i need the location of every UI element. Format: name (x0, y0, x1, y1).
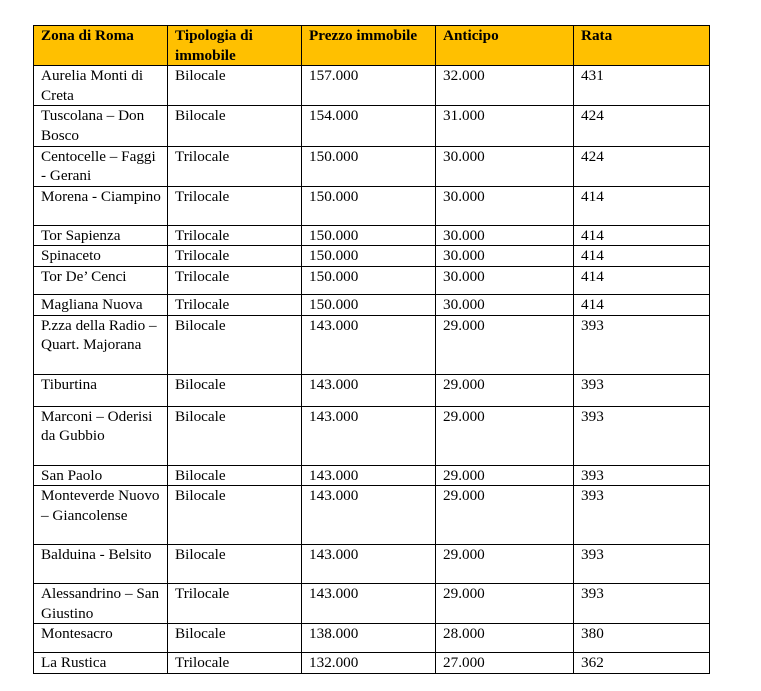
cell-rata: 424 (574, 106, 710, 146)
table-row (34, 465, 710, 486)
cell-anticipo: 29.000 (436, 465, 574, 486)
cell-zona: Aurelia Monti di Creta (34, 66, 168, 106)
cell-rata: 431 (574, 66, 710, 106)
table-row (34, 624, 710, 653)
cell-prezzo: 143.000 (302, 584, 436, 624)
header-row (34, 26, 710, 66)
table-row (34, 653, 710, 674)
cell-zona: La Rustica (34, 653, 168, 674)
cell-anticipo: 29.000 (436, 584, 574, 624)
header-tipologia: Tipologia di immobile (168, 26, 302, 66)
cell-tipologia: Trilocale (168, 653, 302, 674)
cell-anticipo: 30.000 (436, 294, 574, 315)
price-table (33, 25, 710, 674)
cell-tipologia: Bilocale (168, 315, 302, 374)
header-zona: Zona di Roma (34, 26, 168, 66)
cell-anticipo: 30.000 (436, 186, 574, 225)
cell-zona: Morena - Ciampino (34, 186, 168, 225)
table-row (34, 225, 710, 246)
cell-zona: Alessandrino – San Giustino (34, 584, 168, 624)
cell-prezzo: 132.000 (302, 653, 436, 674)
cell-anticipo: 30.000 (436, 246, 574, 267)
cell-prezzo: 143.000 (302, 374, 436, 406)
cell-prezzo: 154.000 (302, 106, 436, 146)
cell-anticipo: 29.000 (436, 545, 574, 584)
cell-rata: 414 (574, 294, 710, 315)
cell-anticipo: 27.000 (436, 653, 574, 674)
cell-prezzo: 143.000 (302, 465, 436, 486)
cell-rata: 393 (574, 584, 710, 624)
table-row (34, 486, 710, 545)
cell-rata: 362 (574, 653, 710, 674)
cell-rata: 414 (574, 186, 710, 225)
cell-prezzo: 143.000 (302, 545, 436, 584)
table-row (34, 146, 710, 186)
cell-zona: P.zza della Radio – Quart. Majorana (34, 315, 168, 374)
cell-prezzo: 150.000 (302, 225, 436, 246)
cell-anticipo: 32.000 (436, 66, 574, 106)
cell-zona: Spinaceto (34, 246, 168, 267)
cell-zona: Centocelle – Faggi - Gerani (34, 146, 168, 186)
cell-tipologia: Trilocale (168, 186, 302, 225)
cell-rata: 393 (574, 374, 710, 406)
cell-tipologia: Bilocale (168, 465, 302, 486)
cell-zona: Monteverde Nuovo – Giancolense (34, 486, 168, 545)
cell-prezzo: 143.000 (302, 315, 436, 374)
cell-anticipo: 29.000 (436, 315, 574, 374)
cell-tipologia: Trilocale (168, 246, 302, 267)
cell-rata: 393 (574, 465, 710, 486)
table-row (34, 584, 710, 624)
table-row (34, 66, 710, 106)
cell-zona: Marconi – Oderisi da Gubbio (34, 406, 168, 465)
cell-zona: Tor Sapienza (34, 225, 168, 246)
cell-anticipo: 30.000 (436, 146, 574, 186)
cell-prezzo: 150.000 (302, 294, 436, 315)
cell-prezzo: 143.000 (302, 486, 436, 545)
table-row (34, 186, 710, 225)
cell-rata: 393 (574, 315, 710, 374)
cell-tipologia: Bilocale (168, 624, 302, 653)
table-row (34, 246, 710, 267)
table-row (34, 266, 710, 294)
cell-anticipo: 29.000 (436, 406, 574, 465)
cell-rata: 393 (574, 406, 710, 465)
cell-zona: San Paolo (34, 465, 168, 486)
cell-prezzo: 157.000 (302, 66, 436, 106)
header-anticipo: Anticipo (436, 26, 574, 66)
cell-anticipo: 30.000 (436, 225, 574, 246)
cell-anticipo: 29.000 (436, 374, 574, 406)
table-body (34, 66, 710, 674)
cell-zona: Balduina - Belsito (34, 545, 168, 584)
cell-zona: Magliana Nuova (34, 294, 168, 315)
cell-rata: 393 (574, 486, 710, 545)
cell-zona: Tor De’ Cenci (34, 266, 168, 294)
cell-tipologia: Bilocale (168, 406, 302, 465)
table-row (34, 545, 710, 584)
cell-anticipo: 30.000 (436, 266, 574, 294)
header-prezzo: Prezzo immobile (302, 26, 436, 66)
cell-prezzo: 150.000 (302, 186, 436, 225)
cell-zona: Montesacro (34, 624, 168, 653)
header-rata: Rata (574, 26, 710, 66)
cell-tipologia: Trilocale (168, 225, 302, 246)
table-row (34, 406, 710, 465)
table-row (34, 315, 710, 374)
cell-tipologia: Trilocale (168, 294, 302, 315)
cell-anticipo: 28.000 (436, 624, 574, 653)
cell-rata: 393 (574, 545, 710, 584)
cell-tipologia: Bilocale (168, 66, 302, 106)
cell-rata: 414 (574, 266, 710, 294)
cell-prezzo: 150.000 (302, 246, 436, 267)
cell-tipologia: Trilocale (168, 266, 302, 294)
cell-tipologia: Bilocale (168, 374, 302, 406)
cell-rata: 380 (574, 624, 710, 653)
cell-anticipo: 29.000 (436, 486, 574, 545)
cell-zona: Tiburtina (34, 374, 168, 406)
cell-rata: 414 (574, 246, 710, 267)
cell-tipologia: Bilocale (168, 106, 302, 146)
cell-tipologia: Trilocale (168, 584, 302, 624)
cell-tipologia: Bilocale (168, 545, 302, 584)
cell-prezzo: 138.000 (302, 624, 436, 653)
cell-tipologia: Bilocale (168, 486, 302, 545)
cell-prezzo: 150.000 (302, 266, 436, 294)
cell-tipologia: Trilocale (168, 146, 302, 186)
cell-rata: 424 (574, 146, 710, 186)
table-row (34, 106, 710, 146)
cell-prezzo: 143.000 (302, 406, 436, 465)
cell-zona: Tuscolana – Don Bosco (34, 106, 168, 146)
cell-rata: 414 (574, 225, 710, 246)
cell-anticipo: 31.000 (436, 106, 574, 146)
table-header (34, 26, 710, 66)
cell-prezzo: 150.000 (302, 146, 436, 186)
table-row (34, 294, 710, 315)
table-row (34, 374, 710, 406)
